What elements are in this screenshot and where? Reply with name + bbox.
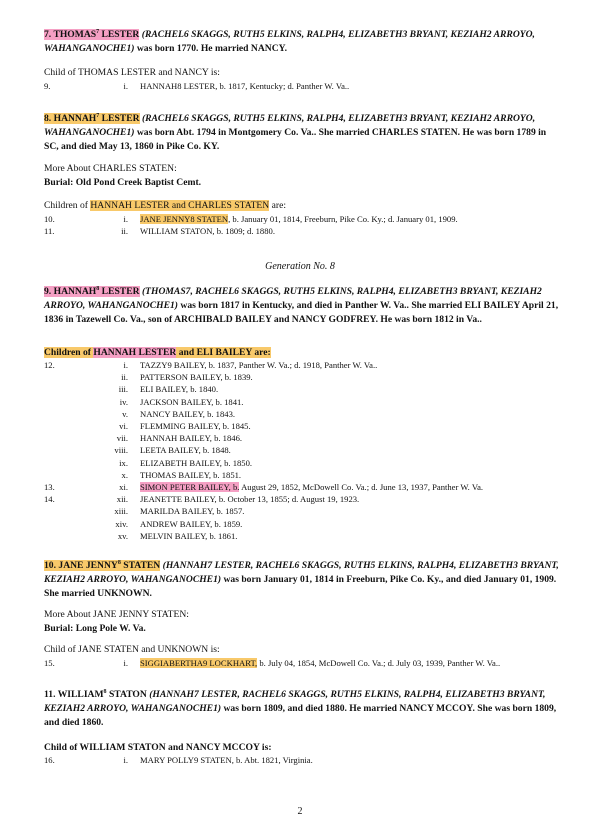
- child-roman: xiv.: [115, 518, 128, 529]
- child-text: ELIZABETH BAILEY, b. 1850.: [140, 457, 253, 468]
- child-roman: i.: [123, 755, 128, 765]
- child-text: JANE JENNY8 STATEN, b. January 01, 1814, Freeburn, Pike Co. Ky.; d. January 01, 1909.: [140, 214, 458, 224]
- children-11-heading: Child of WILLIAM STATON and NANCY MCCOY is:: [44, 742, 272, 753]
- child-text: SIGGIABERTHA9 LOCKHART, b. July 04, 1854, McDowell Co. Va.; d. July 03, 1939, Panther W. Va..: [140, 658, 501, 668]
- child-roman: ii.: [121, 226, 128, 236]
- child-roman: xi.: [119, 482, 128, 492]
- child-highlight: JANE JENNY8 STATEN: [140, 214, 229, 224]
- more-about-jane: [44, 608, 560, 636]
- child-roman: xv.: [117, 530, 128, 541]
- child-roman: iv.: [119, 396, 128, 407]
- child-text: HANNAH BAILEY, b. 1846.: [140, 433, 243, 444]
- child-text: SIMON PETER BAILEY, b. August 29, 1852, McDowell Co. Va.; d. June 13, 1937, Panther W. Va.: [140, 482, 484, 492]
- child-text: ELI BAILEY, b. 1840.: [140, 384, 219, 395]
- child-roman: xiii.: [114, 506, 128, 517]
- entry-10-text: was born January 01, 1814 in Freeburn, Pike Co. Ky., and died January 01, 1909. She married UNKNOWN.: [44, 574, 557, 599]
- entry-7-text: was born 1770. He married NANCY.: [136, 43, 288, 54]
- child-roman: vii.: [116, 433, 128, 444]
- child-roman: i.: [123, 658, 128, 668]
- child-number: 14.: [44, 494, 55, 505]
- child-text: MARILDA BAILEY, b. 1857.: [140, 506, 245, 517]
- entry-9: [44, 285, 560, 327]
- entry-11-heading: 11. WILLIAM$^8$ STATON: [44, 688, 147, 700]
- child-roman: i.: [123, 214, 128, 224]
- entry-9-text: was born 1817 in Kentucky, and died in Panther W. Va.. She married ELI BAILEY April 21, 1836 in Tazewell Co. Va., son of ARCHIBALD BAILEY and NANCY GODFREY. He was born 1812 in Va..: [44, 300, 559, 325]
- child-text: ANDREW BAILEY, b. 1859.: [140, 518, 243, 529]
- child-number: 9.: [44, 81, 51, 91]
- more-about-charles-title: More About CHARLES STATEN:: [44, 163, 177, 174]
- child-text: JACKSON BAILEY, b. 1841.: [140, 396, 244, 407]
- child-roman: viii.: [114, 445, 128, 456]
- child-roman: ix.: [119, 457, 128, 468]
- child-text: PATTERSON BAILEY, b. 1839.: [140, 372, 253, 383]
- more-about-charles: [44, 162, 560, 190]
- generation-heading: Generation No. 8: [265, 261, 335, 272]
- child-text: MARY POLLY9 STATEN, b. Abt. 1821, Virginia.: [140, 755, 313, 765]
- child-highlight: SIMON PETER BAILEY, b.: [140, 482, 240, 492]
- child-number: 10.: [44, 214, 55, 224]
- child-roman: v.: [122, 408, 128, 419]
- entry-8-text: was born Abt. 1794 in Montgomery Co. Va.. She married CHARLES STATEN. He was born 1789 in SC, and died May 13, 1860 in Pike Co. KY.: [44, 127, 547, 152]
- entry-10-lineage: (HANNAH7 LESTER, RACHEL6 SKAGGS, RUTH5 ELKINS, RALPH4, ELIZABETH3 BRYANT, KEZIAH2 ARROYO, WAHANGANOCHE1): [44, 560, 559, 585]
- child-text: THOMAS BAILEY, b. 1851.: [140, 469, 242, 480]
- child-number: 13.: [44, 482, 55, 492]
- entry-8-heading: 8. HANNAH$^7$ LESTER: [44, 112, 140, 124]
- child-text: JEANETTE BAILEY, b. October 13, 1855; d. August 19, 1923.: [140, 494, 360, 505]
- jane-burial: Burial: Long Pole W. Va.: [44, 623, 146, 634]
- child-roman: xii.: [116, 494, 128, 505]
- child-roman: x.: [121, 469, 128, 480]
- child-text: NANCY BAILEY, b. 1843.: [140, 408, 236, 419]
- entry-7: [44, 28, 560, 56]
- entry-9-heading: 9. HANNAH$^8$ LESTER: [44, 285, 140, 297]
- child-text: WILLIAM STATON, b. 1809; d. 1880.: [140, 226, 275, 236]
- child-roman: i.: [123, 360, 128, 370]
- children-8-heading: Children of HANNAH LESTER and CHARLES STATEN are:: [44, 200, 286, 211]
- child-number: 16.: [44, 755, 55, 765]
- more-about-jane-title: More About JANE JENNY STATEN:: [44, 609, 189, 620]
- entry-7-heading: 7. THOMAS$^7$ LESTER: [44, 28, 140, 40]
- entry-11-lineage: (HANNAH7 LESTER, RACHEL6 SKAGGS, RUTH5 ELKINS, RALPH4, ELIZABETH3 BRYANT, KEZIAH2 ARROYO, WAHANGANOCHE1): [44, 689, 546, 714]
- child-text: TAZZY9 BAILEY, b. 1837, Panther W. Va.; d. 1918, Panther W. Va..: [140, 360, 378, 370]
- child-text: HANNAH8 LESTER, b. 1817, Kentucky; d. Panther W. Va..: [140, 81, 350, 91]
- charles-burial: Burial: Old Pond Creek Baptist Cemt.: [44, 177, 202, 188]
- child-number: 15.: [44, 658, 55, 668]
- children-7-heading: Child of THOMAS LESTER and NANCY is:: [44, 67, 220, 78]
- entry-8-lineage: (RACHEL6 SKAGGS, RUTH5 ELKINS, RALPH4, ELIZABETH3 BRYANT, KEZIAH2 ARROYO, WAHANGANOCHE1): [44, 113, 536, 138]
- child-number: 11.: [44, 226, 55, 236]
- child-text: MELVIN BAILEY, b. 1861.: [140, 530, 238, 541]
- entry-10: [44, 559, 560, 601]
- entry-11: [44, 688, 560, 730]
- child-text: LEETA BAILEY, b. 1848.: [140, 445, 231, 456]
- children-9-heading: Children of HANNAH LESTER and ELI BAILEY are:: [44, 347, 271, 358]
- child-roman: vi.: [119, 421, 128, 431]
- child-text: FLEMMING BAILEY, b. 1845.: [140, 421, 251, 431]
- children-10-heading: Child of JANE STATEN and UNKNOWN is:: [44, 644, 220, 655]
- child-number: 12.: [44, 360, 55, 370]
- entry-9-lineage: (THOMAS7, RACHEL6 SKAGGS, RUTH5 ELKINS, RALPH4, ELIZABETH3 BRYANT, KEZIAH2 ARROYO, WAHANGANOCHE1): [44, 286, 542, 311]
- child-roman: ii.: [121, 372, 128, 383]
- child-highlight: SIGGIABERTHA9 LOCKHART,: [140, 658, 258, 668]
- entry-7-lineage: (RACHEL6 SKAGGS, RUTH5 ELKINS, RALPH4, ELIZABETH3 BRYANT, KEZIAH2 ARROYO, WAHANGANOCHE1): [44, 29, 535, 54]
- child-roman: iii.: [118, 384, 128, 395]
- entry-11-text: was born 1809, and died 1880. He married NANCY MCCOY. She was born 1809, and died 1860.: [44, 703, 557, 728]
- child-roman: i.: [123, 81, 128, 91]
- entry-8: [44, 112, 560, 154]
- page-number: 2: [297, 806, 303, 817]
- entry-10-heading: 10. JANE JENNY$^8$ STATEN: [44, 559, 161, 571]
